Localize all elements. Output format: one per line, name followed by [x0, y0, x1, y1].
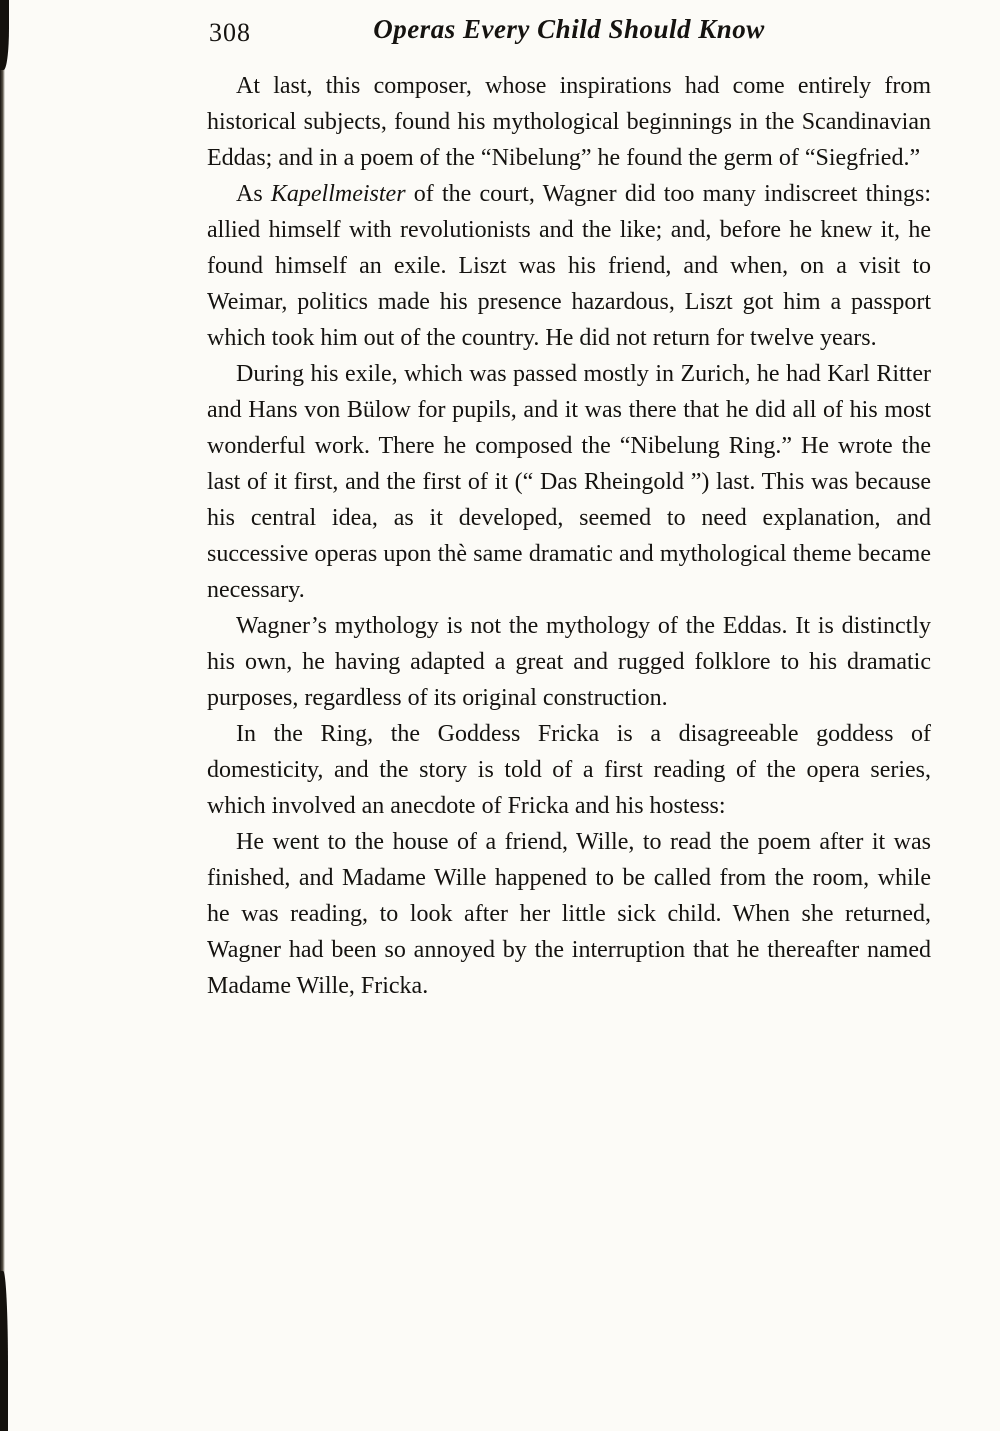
paragraph-6 [207, 824, 931, 1004]
text-run: As [236, 181, 271, 207]
text-run: In the Ring, the Goddess Fricka is a disagreeable goddess of domesticity, and the story is told of a first reading of the opera series, which involved an anecdote of Fricka and his hostess: [207, 721, 931, 819]
scan-edge-artifact [0, 0, 5, 1431]
page-header [207, 14, 931, 58]
text-run: Wagner’s mythology is not the mythology of the Eddas. It is distinctly his own, he having adapted a great and rugged folklore to his dramatic purposes, regardless of its original construction. [207, 613, 931, 711]
paragraph-4 [207, 608, 931, 716]
paragraph-5 [207, 716, 931, 824]
running-title: Operas Every Child Should Know [373, 14, 765, 44]
text-run: of the court, Wagner did too many indiscreet things: allied himself with revolutionists and the like; and, before he knew it, he found himself an exile. Liszt was his friend, and when, on a visit to Weimar, politics made his presence hazardous, Liszt got him a passport which took him out of the country. He did not return for twelve years. [207, 181, 931, 351]
italic-text-run: Kapellmeister [270, 181, 406, 207]
paragraph-3 [207, 356, 931, 608]
text-run: During his exile, which was passed mostly in Zurich, he had Karl Ritter and Hans von Bülow for pupils, and it was there that he did all of his most wonderful work. There he composed the “Nibelung Ring.” He wrote the last of it first, and the first of it (“ Das Rheingold ”) last. This was because his central idea, as it developed, seemed to need explanation, and successive operas upon thè same dramatic and mythological theme became necessary. [207, 361, 931, 603]
text-block [207, 68, 931, 1004]
text-run: He went to the house of a friend, Wille, to read the poem after it was finished, and Madame Wille happened to be called from the room, while he was reading, to look after her little sick child. When she returned, Wagner had been so annoyed by the interruption that he thereafter named Madame Wille, Fricka. [207, 829, 931, 999]
scan-blot-bottom-artifact [0, 1271, 8, 1431]
page-number: 308 [209, 18, 251, 47]
paragraph-2 [207, 176, 931, 356]
text-run: At last, this composer, whose inspirations had come entirely from historical subjects, found his mythological beginnings in the Scandinavian Eddas; and in a poem of the “Nibelung” he found the germ of “Siegfried.” [207, 73, 931, 171]
scan-blot-top-artifact [0, 0, 9, 70]
paragraph-1 [207, 68, 931, 176]
